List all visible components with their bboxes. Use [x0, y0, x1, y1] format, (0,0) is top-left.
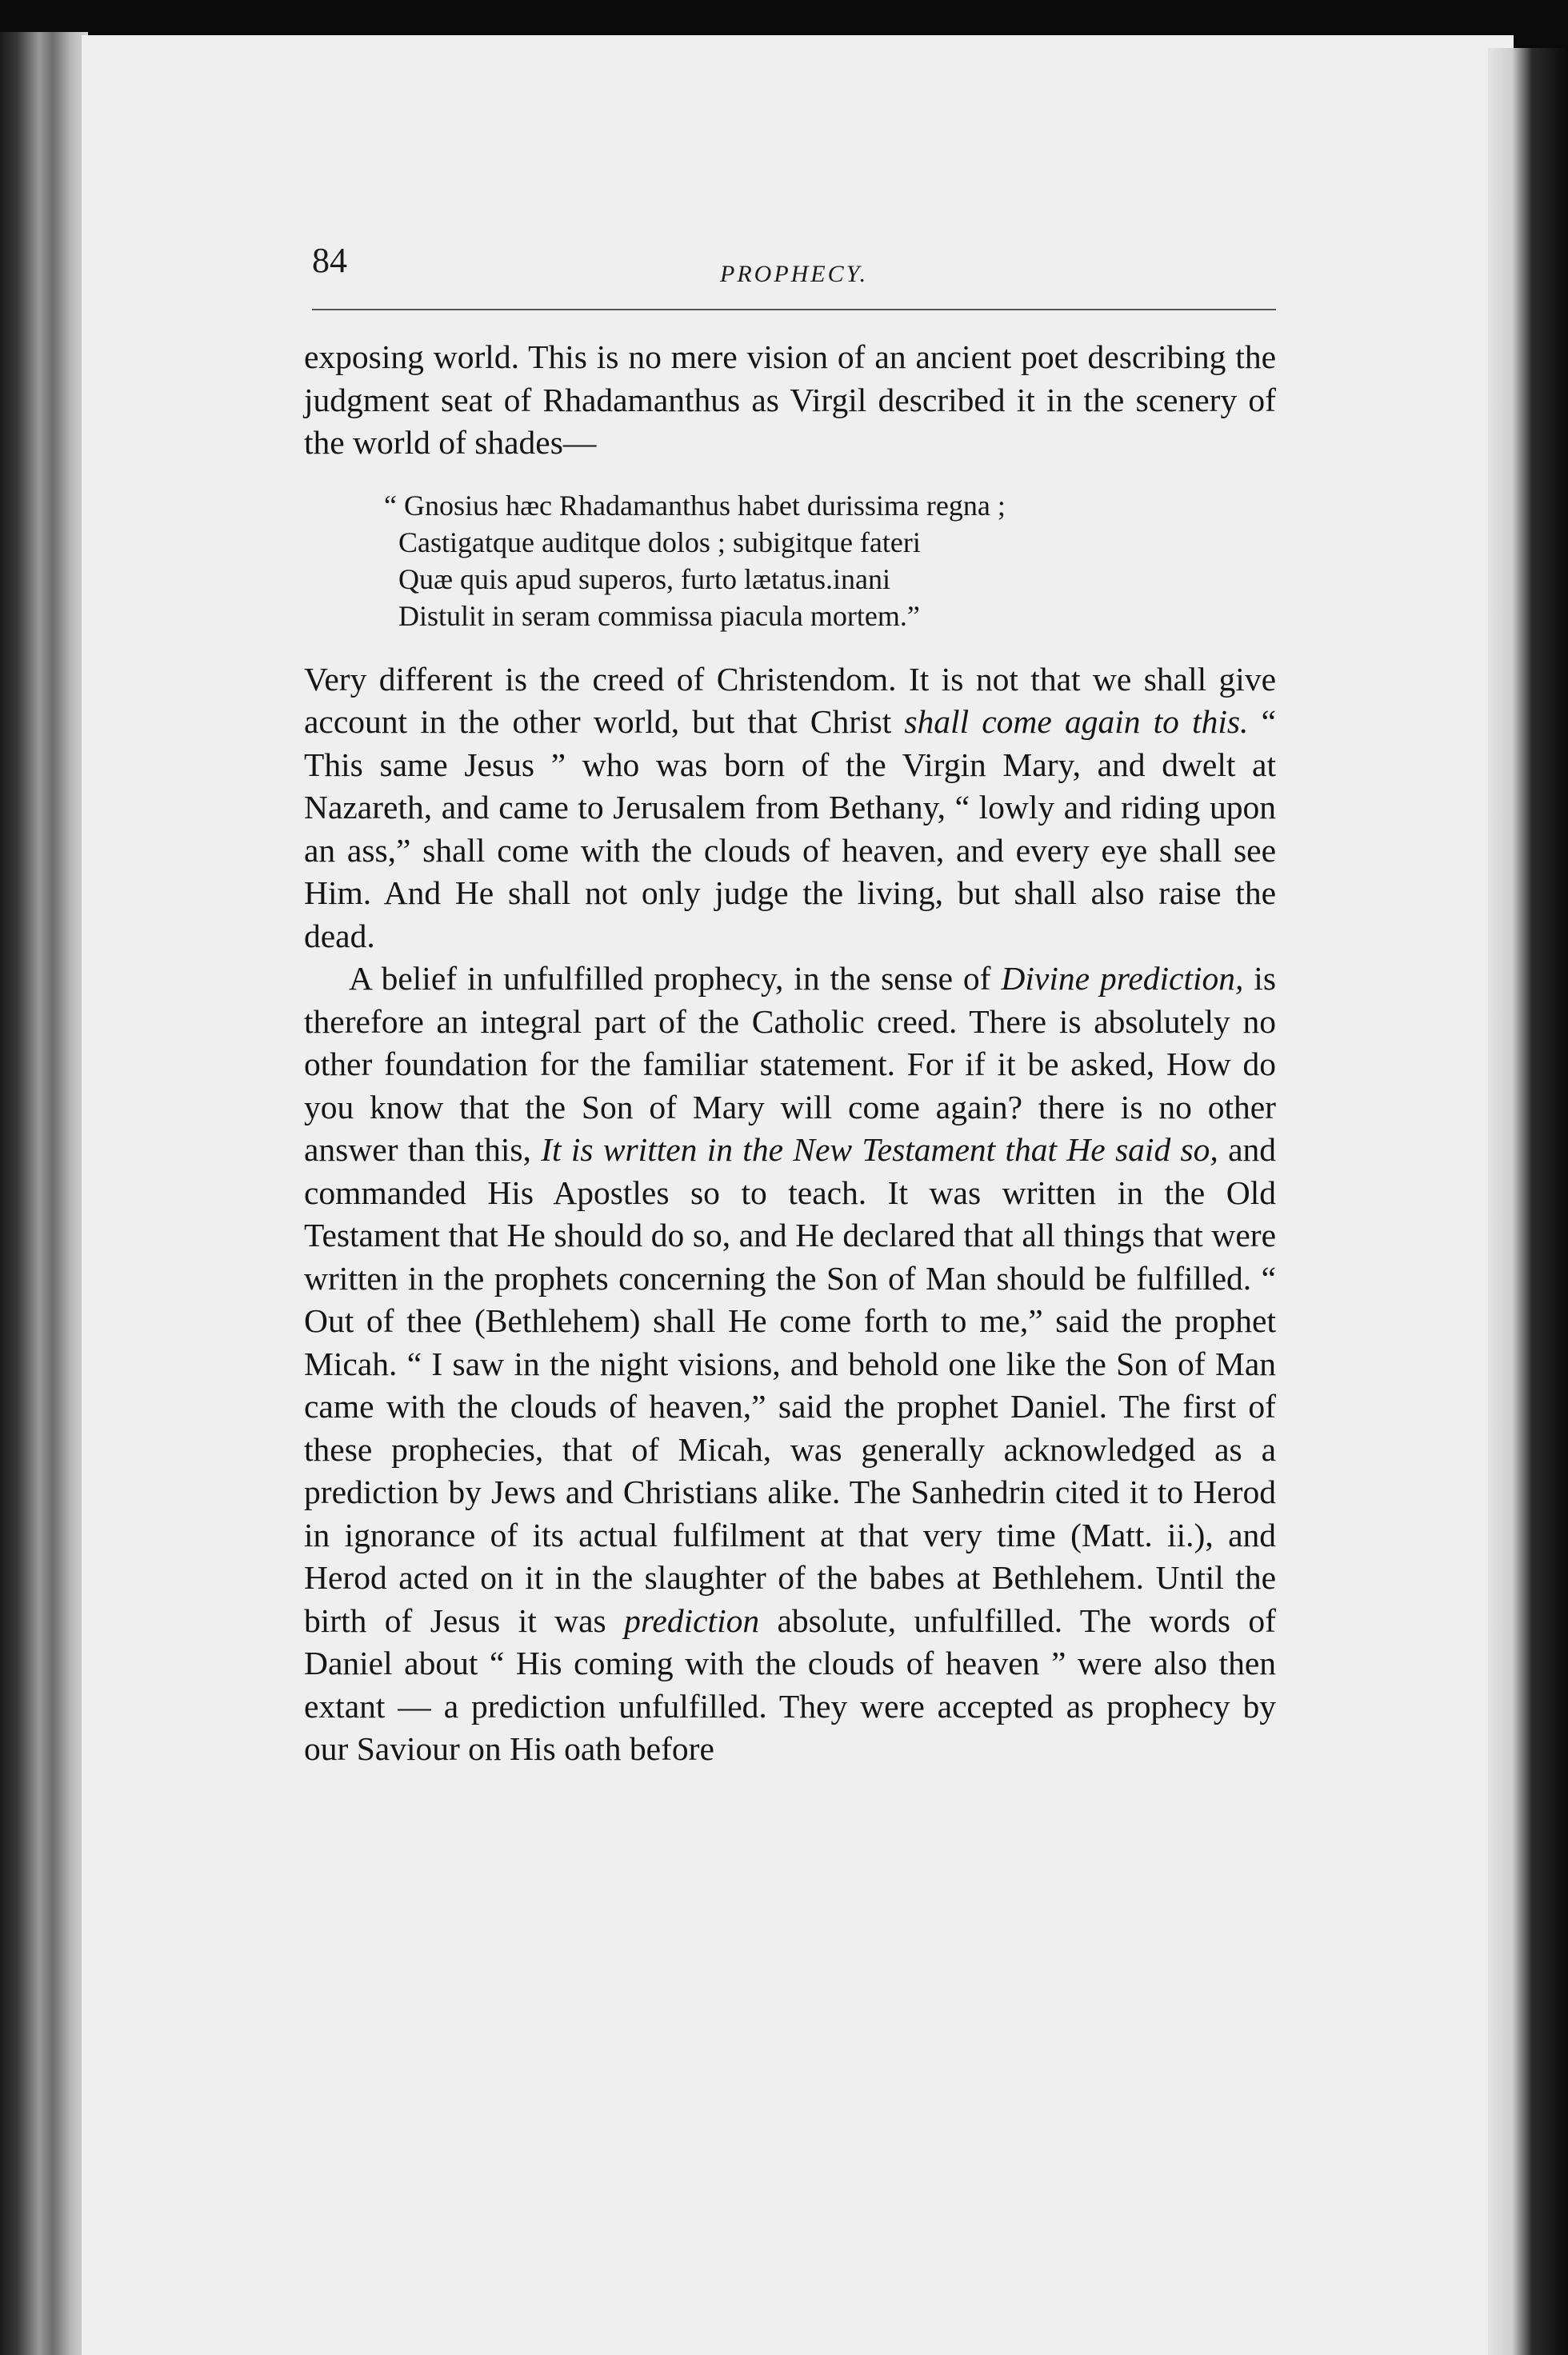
- latin-verse-quote: [304, 465, 1276, 658]
- running-head: PROPHECY.: [720, 261, 869, 287]
- text-run: Very different is the creed of Christendom. It is not that we shall give account in the other world, but that Christ: [304, 660, 1276, 740]
- verse-line: Quæ quis apud superos, furto lætatus.inani: [398, 562, 890, 595]
- text-run: is therefore an integral part of the Catholic creed. There is absolutely no other foundation for the familiar statement. For if it be asked, How do you know that the Son of Mary will come again? there is no other answer than this,: [304, 960, 1276, 1168]
- italic-run: Divine prediction,: [1001, 960, 1244, 997]
- page-edge-shadow: [1488, 48, 1568, 2355]
- paragraph-1: exposing world. This is no mere vision of an ancient poet describing the judgment seat of Rhadamanthus as Virgil described it in the scenery of the world of shades—: [304, 338, 1276, 461]
- verse-line: Castigatque auditque dolos ; subigitque fateri: [398, 526, 921, 558]
- paragraph-2: [304, 658, 1276, 958]
- body-text: [304, 336, 1276, 1771]
- text-run: A belief in unfulfilled prophecy, in the sense of: [349, 960, 1002, 997]
- verse-line: Distulit in seram commissa piacula mortem.”: [398, 599, 920, 632]
- italic-run: shall come again to this.: [904, 703, 1249, 740]
- book-binding: [0, 32, 88, 2355]
- text-run: and commanded His Apostles so to teach. It was written in the Old Testament that He should do so, and He declared that all things that were written in the prophets concerning the Son of Man should be fulfilled. “ Out of thee (Bethlehem) shall He come forth to me,” said the prophet Micah. “ I saw in the night visions, and behold one like the Son of Man came with the clouds of heaven,” said the prophet Daniel. The first of these prophecies, that of Micah, was generally acknowledged as a prediction by Jews and Christians alike. The Sanhedrin cited it to Herod in ignorance of its actual fulfilment at that very time (Matt. ii.), and Herod acted on it in the slaughter of the babes at Bethlehem. Until the birth of Jesus it was: [304, 1131, 1276, 1639]
- header-rule: [312, 309, 1276, 310]
- text-run: “ This same Jesus ” who was born of the Virgin Mary, and dwelt at Nazareth, and came to Jerusalem from Bethany, “ lowly and riding upon an ass,” shall come with the clouds of heaven, and every eye shall see Him. And He shall not only judge the living, but shall also raise the dead.: [304, 703, 1277, 954]
- paragraph-3: [304, 958, 1276, 1771]
- verse-line: “ Gnosius hæc Rhadamanthus habet durissima regna ;: [384, 489, 1006, 522]
- page-number: 84: [312, 241, 347, 280]
- italic-run: It is written in the New Testament that He said so,: [541, 1131, 1218, 1168]
- page-header: [312, 240, 1272, 304]
- text-run: absolute, unfulfilled. The words of Daniel about “ His coming with the clouds of heaven ” were also then extant — a prediction unfulfilled. They were accepted as prophecy by our Saviour on His oath before: [304, 1601, 1277, 1767]
- italic-run: prediction: [624, 1601, 760, 1639]
